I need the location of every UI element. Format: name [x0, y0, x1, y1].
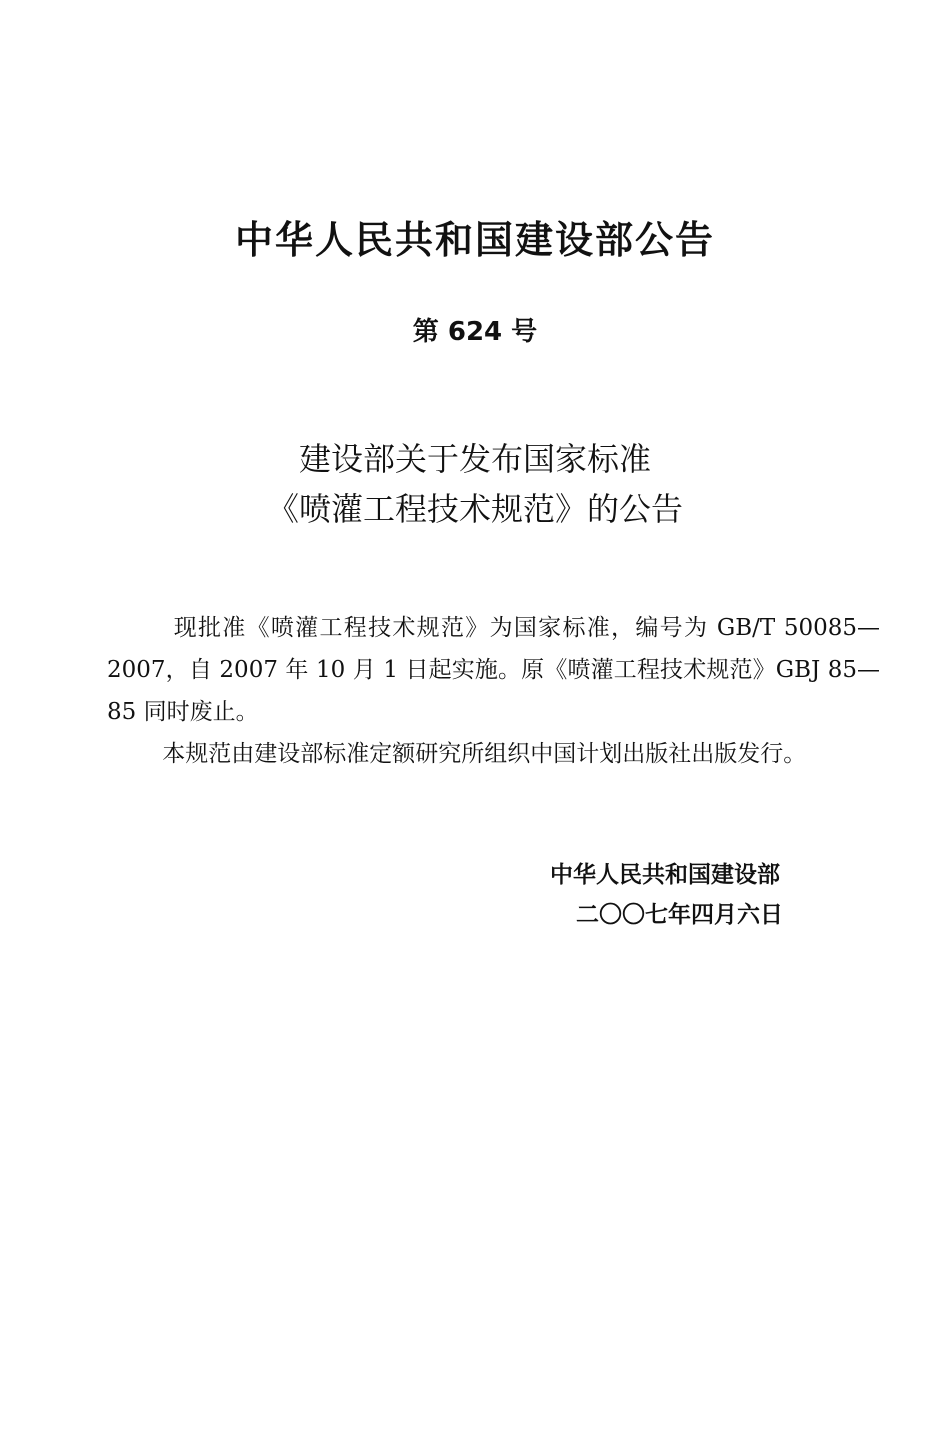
body-paragraph-2: 本规范由建设部标准定额研究所组织中国计划出版社出版发行。 [162, 741, 807, 767]
signature-date: 二〇〇七年四月六日 [576, 902, 783, 928]
signature-block [540, 855, 830, 935]
announcement-subtitle-line2: 《喷灌工程技术规范》的公告 [266, 490, 683, 528]
announcement-body [107, 607, 880, 775]
announcement-number: 第 624 号 [412, 317, 538, 347]
page-title: 中华人民共和国建设部公告 [234, 218, 715, 262]
signature-organization: 中华人民共和国建设部 [550, 862, 780, 888]
announcement-subtitle-line1: 建设部关于发布国家标准 [298, 440, 651, 478]
body-paragraph-1: 现批准《喷灌工程技术规范》为国家标准，编号为 GB/T 50085—2007，自 2007 年 10 月 1 日起实施。原《喷灌工程技术规范》GBJ 85—85 同时废止。 [107, 615, 880, 725]
